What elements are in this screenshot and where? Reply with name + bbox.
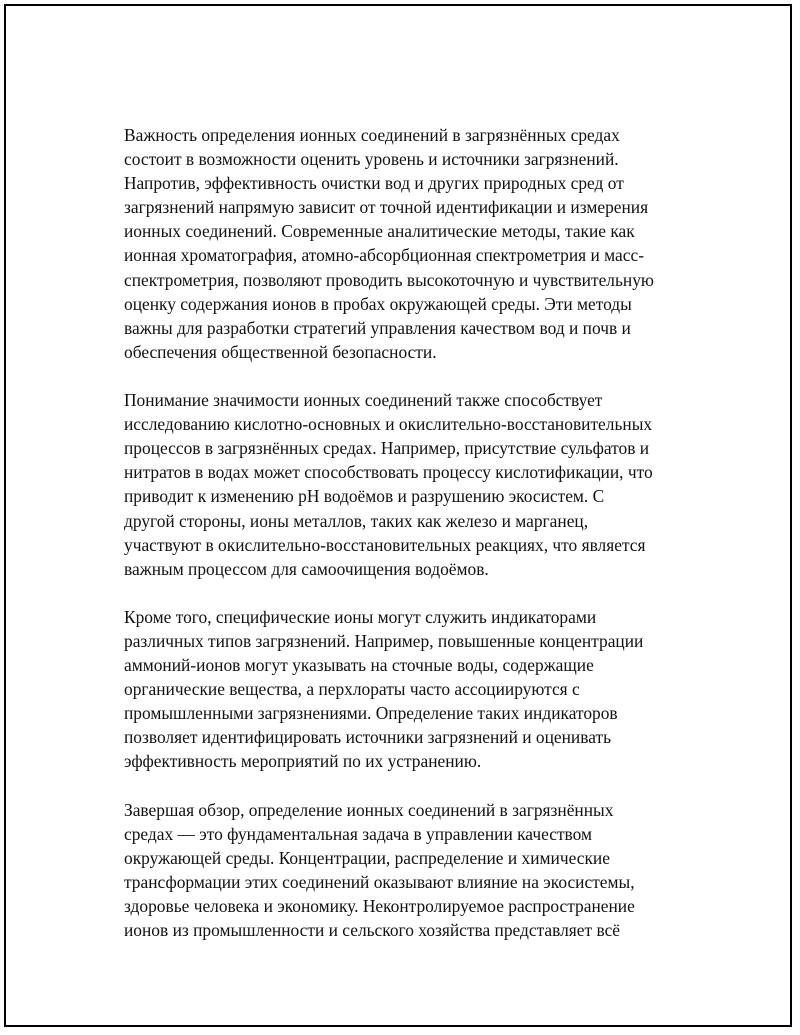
text-line: исследованию кислотно-основных и окислительно-восстановительных xyxy=(124,414,653,435)
document-body xyxy=(124,123,696,966)
text-line: эффективность мероприятий по их устранению. xyxy=(124,751,482,772)
text-line: спектрометрия, позволяют проводить высокоточную и чувствительную xyxy=(124,269,654,290)
text-line: участвуют в окислительно-восстановительных реакциях, что является xyxy=(124,534,646,555)
text-line: Напротив, эффективность очистки вод и других природных сред от xyxy=(124,173,624,194)
text-line: позволяет идентифицировать источники загрязнений и оценивать xyxy=(124,727,612,748)
text-line: оценку содержания ионов в пробах окружающей среды. Эти методы xyxy=(124,293,632,314)
text-line: другой стороны, ионы металлов, таких как железо и марганец, xyxy=(124,510,589,531)
text-line: ионная хроматография, атомно-абсорбционная спектрометрия и масс- xyxy=(124,245,644,266)
text-line: нитратов в водах может способствовать процессу кислотификации, что xyxy=(124,462,653,483)
text-line: обеспечения общественной безопасности. xyxy=(124,341,437,362)
paragraph-4 xyxy=(124,798,696,943)
text-line: ионов из промышленности и сельского хозяйства представляет всё xyxy=(124,920,621,941)
text-line: Завершая обзор, определение ионных соединений в загрязнённых xyxy=(124,799,614,820)
text-line: трансформации этих соединений оказывают влияние на экосистемы, xyxy=(124,871,635,892)
text-line: состоит в возможности оценить уровень и источники загрязнений. xyxy=(124,149,619,170)
text-line: приводит к изменению pH водоёмов и разрушению экосистем. С xyxy=(124,486,605,507)
text-line: важным процессом для самоочищения водоёмов. xyxy=(124,558,489,579)
text-line: ионных соединений. Современные аналитические методы, такие как xyxy=(124,221,635,242)
page-frame xyxy=(4,4,792,1027)
text-line: различных типов загрязнений. Например, повышенные концентрации xyxy=(124,630,644,651)
text-line: загрязнений напрямую зависит от точной идентификации и измерения xyxy=(124,197,649,218)
text-line: Понимание значимости ионных соединений также способствует xyxy=(124,390,603,411)
text-line: промышленными загрязнениями. Определение таких индикаторов xyxy=(124,703,618,724)
text-line: средах — это фундаментальная задача в управлении качеством xyxy=(124,823,593,844)
text-line: окружающей среды. Концентрации, распределение и химические xyxy=(124,847,610,868)
text-line: органические вещества, а перхлораты часто ассоциируются с xyxy=(124,679,580,700)
paragraph-1 xyxy=(124,123,696,364)
text-line: процессов в загрязнённых средах. Например, присутствие сульфатов и xyxy=(124,438,650,459)
text-line: здоровье человека и экономику. Неконтролируемое распространение xyxy=(124,896,635,916)
text-line: Кроме того, специфические ионы могут служить индикаторами xyxy=(124,606,597,627)
paragraph-2 xyxy=(124,388,696,581)
text-line: аммоний-ионов могут указывать на сточные воды, содержащие xyxy=(124,655,594,676)
text-line: важны для разработки стратегий управления качеством вод и почв и xyxy=(124,317,631,338)
text-line: Важность определения ионных соединений в загрязнённых средах xyxy=(124,125,620,145)
paragraph-3 xyxy=(124,605,696,774)
